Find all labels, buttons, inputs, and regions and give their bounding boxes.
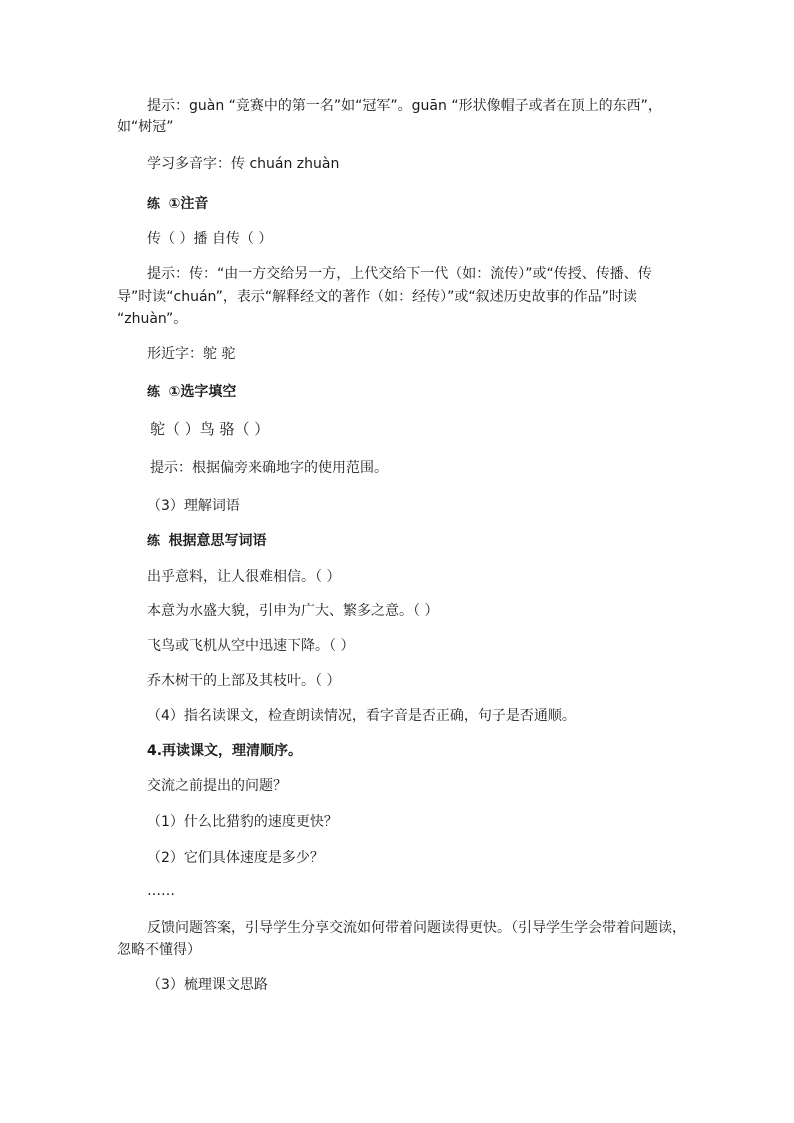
heading4: 4.再读课文，理清顺序。 [147, 743, 303, 759]
exercise-tag: 练 [147, 197, 161, 212]
exercise1-heading [147, 194, 208, 215]
exercise3-heading [147, 531, 266, 552]
exercise1-title: ①注音 [168, 196, 209, 212]
exercise3-item: 乔木树干的上部及其枝叶。（ ） [147, 673, 341, 689]
exercise-tag: 练 [147, 385, 161, 400]
exercise2-title: ①选字填空 [168, 384, 237, 400]
exercise3-item: 出乎意料，让人很难相信。（ ） [147, 569, 341, 585]
hint-chuan-line1: 提示：传：“由一方交给另一方，上代交给下一代（如：流传）”或“传授、传播、传 [147, 266, 652, 282]
polyphone-line: 学习多音字：传 chuán zhuàn [147, 156, 340, 172]
section-last-title: （3）梳理课文思路 [147, 977, 268, 993]
section3-title: （3）理解词语 [147, 498, 240, 514]
ellipsis: …… [147, 883, 175, 899]
exercise2-item: 鸵（ ）鸟 骆（ ） [150, 420, 270, 438]
feedback-line1: 反馈问题答案，引导学生分享交流如何带着问题读得更快。（引导学生学会带着问题读， [147, 920, 686, 936]
exercise3-item: 本意为水盛大貌，引申为广大、繁多之意。（ ） [147, 603, 439, 619]
hint-chuan-line2: 导”时读“chuán”，表示“解释经文的著作（如：经传）”或“叙述历史故事的作品”时读 [117, 289, 637, 305]
exercise3-item: 飞鸟或飞机从空中迅速下降。（ ） [147, 638, 355, 654]
exercise2-hint: 提示：根据偏旁来确地字的使用范围。 [150, 460, 388, 476]
feedback-line2: 忽略不懂得） [117, 942, 201, 958]
hint-chuan-line3: “zhuàn”。 [117, 311, 188, 327]
question-item: （1）什么比猎豹的速度更快？ [147, 814, 338, 830]
similar-chars-line: 形近字：鸵 驼 [147, 346, 236, 362]
exercise1-item: 传（ ）播 自传（ ） [147, 231, 273, 247]
exercise3-title: 根据意思写词语 [168, 533, 267, 549]
hint-guan-line1: 提示：guàn “竞赛中的第一名”如“冠军”。guān “形状像帽子或者在顶上的东西”， [147, 98, 662, 114]
question-item: （2）它们具体速度是多少？ [147, 850, 324, 866]
question-intro: 交流之前提出的问题？ [147, 778, 287, 794]
hint-guan-line2: 如“树冠” [117, 119, 174, 135]
section4-line: （4）指名读课文，检查朗读情况，看字音是否正确，句子是否通顺。 [147, 708, 576, 724]
exercise-tag: 练 [147, 534, 161, 549]
exercise2-heading [147, 382, 236, 403]
